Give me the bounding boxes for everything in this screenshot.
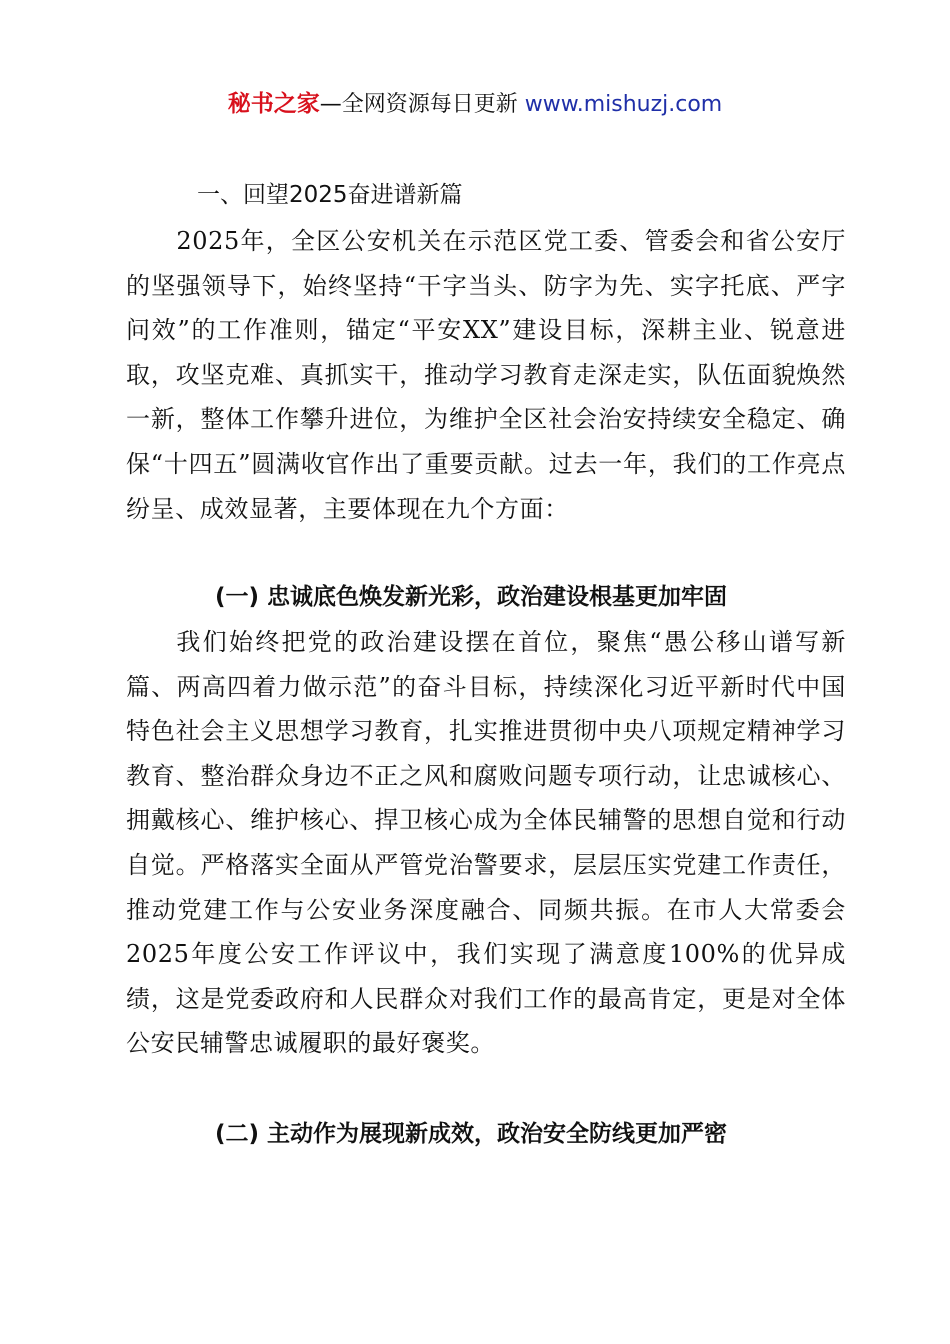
watermark-url-link[interactable]: www.mishuzj.com bbox=[524, 92, 723, 117]
watermark-header bbox=[0, 88, 950, 121]
watermark-slogan: —全网资源每日更新 bbox=[319, 92, 525, 117]
subheading-1: (一) 忠诚底色焕发新光彩，政治建设根基更加牢固 bbox=[215, 584, 728, 610]
watermark-brand: 秘书之家 bbox=[227, 91, 320, 117]
section-heading: 一、回望2025奋进谱新篇 bbox=[197, 182, 463, 208]
body-paragraph-2: 我们始终把党的政治建设摆在首位，聚焦“愚公移山谱写新篇、两高四着力做示范”的奋斗目标，持续深化习近平新时代中国特色社会主义思想学习教育，扎实推进贯彻中央八项规定精神学习教育、整治群众身边不正之风和腐败问题专项行动，让忠诚核心、拥戴核心、维护核心、捍卫核心成为全体民辅警的思想自觉和行动自觉。严格落实全面从严管党治警要求，层层压实党建工作责任，推动党建工作与公安业务深度融合、同频共振。在市人大常委会2025年度公安工作评议中，我们实现了满意度100%的优异成绩，这是党委政府和人民群众对我们工作的最高肯定，更是对全体公安民辅警忠诚履职的最好褒奖。 bbox=[126, 628, 846, 1058]
body-paragraph-1: 2025年，全区公安机关在示范区党工委、管委会和省公安厅的坚强领导下，始终坚持“干字当头、防字为先、实字托底、严字问效”的工作准则，锚定“平安XX”建设目标，深耕主业、锐意进取，攻坚克难、真抓实干，推动学习教育走深走实，队伍面貌焕然一新，整体工作攀升进位，为维护全区社会治安持续安全稳定、确保“十四五”圆满收官作出了重要贡献。过去一年，我们的工作亮点纷呈、成效显著，主要体现在九个方面： bbox=[126, 227, 846, 523]
subheading-2: (二) 主动作为展现新成效，政治安全防线更加严密 bbox=[215, 1121, 728, 1147]
